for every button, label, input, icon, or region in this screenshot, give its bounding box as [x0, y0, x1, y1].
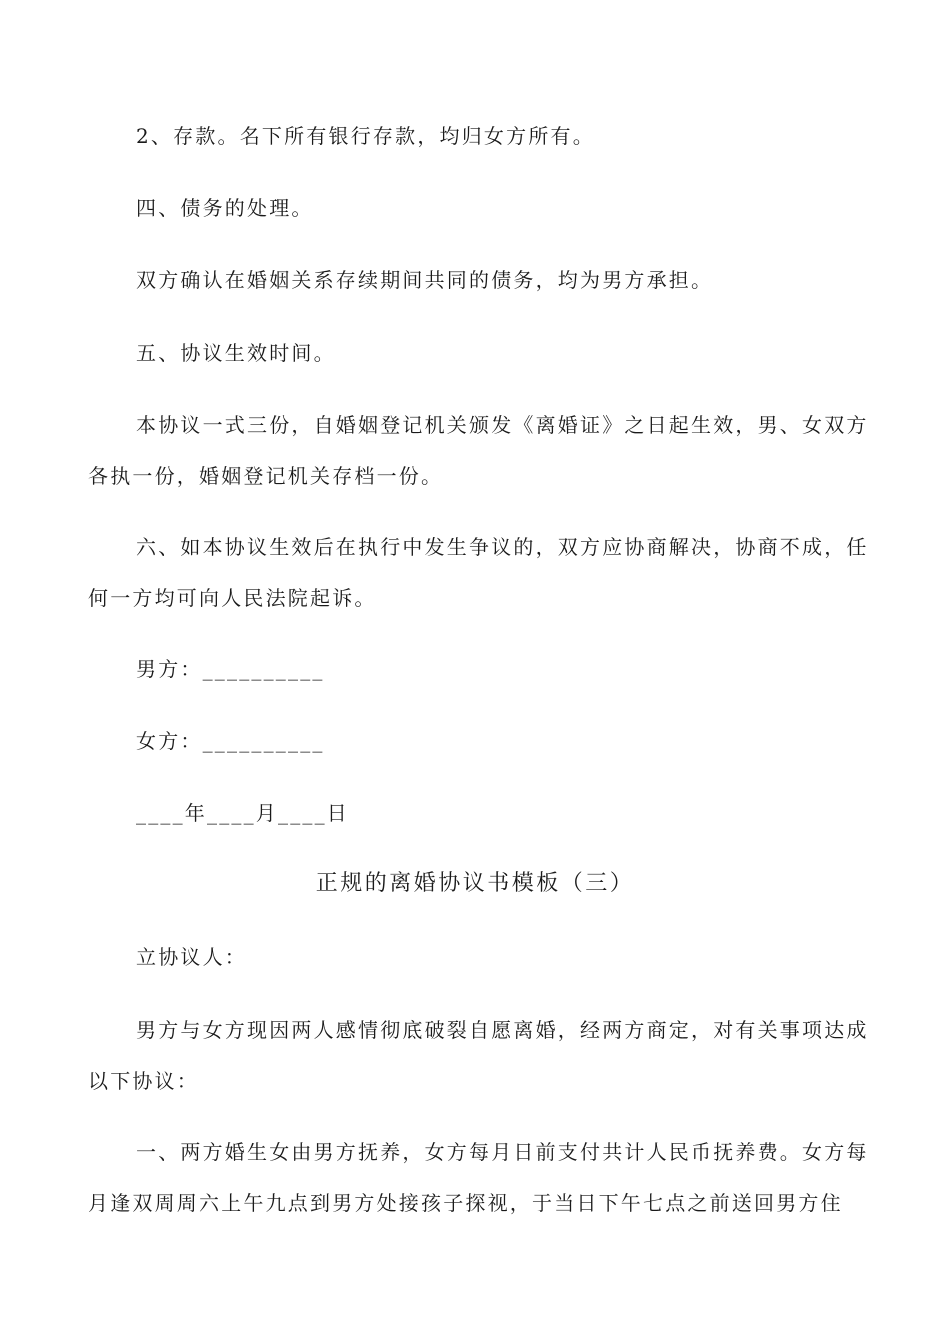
signature-male: 男方：__________	[136, 657, 325, 681]
paragraph-effective-line-1: 本协议一式三份，自婚姻登记机关颁发《离婚证》之日起生效，男、女双方	[136, 413, 869, 437]
signature-date: ____年____月____日	[136, 801, 349, 825]
paragraph-deposit: 2、存款。名下所有银行存款，均归女方所有。	[136, 124, 595, 148]
section-title: 正规的离婚协议书模板（三）	[315, 871, 635, 896]
paragraph-dispute-line-2: 何一方均可向人民法院起诉。	[88, 586, 377, 610]
paragraph-dispute-line-1: 六、如本协议生效后在执行中发生争议的，双方应协商解决，协商不成，任	[136, 535, 869, 559]
paragraph-debt: 双方确认在婚姻关系存续期间共同的债务，均为男方承担。	[136, 268, 714, 292]
intro-line-2: 以下协议：	[88, 1069, 199, 1093]
clause-one-line-2: 月逢双周周六上午九点到男方处接孩子探视，于当日下午七点之前送回男方住	[88, 1191, 843, 1215]
intro-line-1: 男方与女方现因两人感情彻底破裂自愿离婚，经两方商定，对有关事项达成	[136, 1018, 869, 1042]
heading-effective-time: 五、协议生效时间。	[136, 341, 336, 365]
signature-female: 女方：__________	[136, 729, 325, 753]
clause-one-line-1: 一、两方婚生女由男方抚养，女方每月日前支付共计人民币抚养费。女方每	[136, 1140, 869, 1164]
parties-label: 立协议人：	[136, 945, 247, 969]
paragraph-effective-line-2: 各执一份，婚姻登记机关存档一份。	[88, 464, 444, 488]
heading-debt-handling: 四、债务的处理。	[136, 196, 314, 220]
